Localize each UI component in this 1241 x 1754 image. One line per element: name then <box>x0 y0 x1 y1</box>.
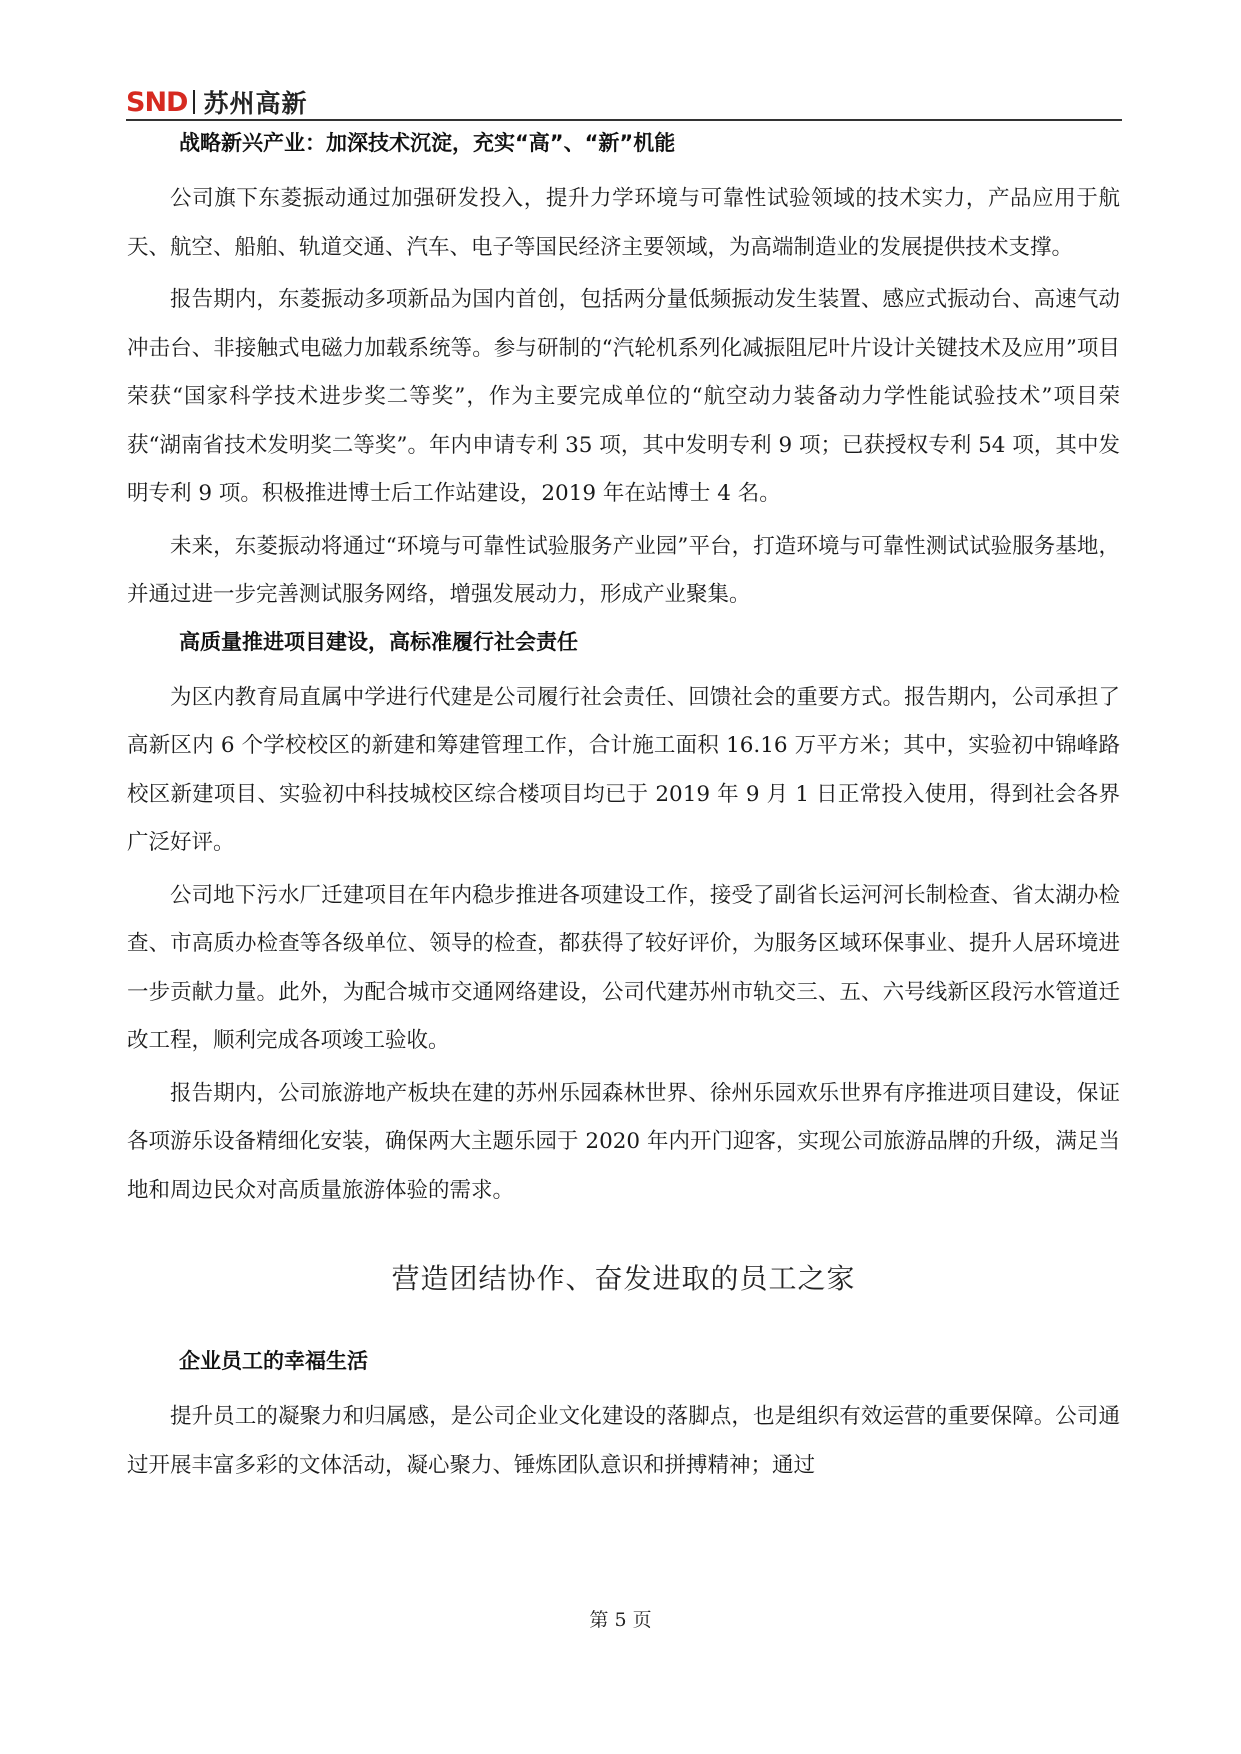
paragraph-projects-3: 报告期内，公司旅游地产板块在建的苏州乐园森林世界、徐州乐园欢乐世界有序推进项目建设，保证各项游乐设备精细化安装，确保两大主题乐园于 2020 年内开门迎客，实现公司旅游品牌的升级，满足当地和周边民众对高质量旅游体验的需求。 <box>127 1080 1120 1203</box>
page-header <box>126 84 1122 122</box>
logo-divider <box>193 90 195 114</box>
paragraph-projects-2: 公司地下污水厂迁建项目在年内稳步推进各项建设工作，接受了副省长运河河长制检查、省太湖办检查、市高质办检查等各级单位、领导的检查，都获得了较好评价，为服务区域环保事业、提升人居环境进一步贡献力量。此外，为配合城市交通网络建设，公司代建苏州市轨交三、五、六号线新区段污水管道迁改工程，顺利完成各项竣工验收。 <box>127 882 1120 1053</box>
document-body <box>127 125 1120 1494</box>
page-number: 第 5 页 <box>589 1609 652 1631</box>
logo-text: 苏州高新 <box>203 89 308 118</box>
heading-employee-wellbeing: 企业员工的幸福生活 <box>179 1349 368 1373</box>
paragraph-projects-1: 为区内教育局直属中学进行代建是公司履行社会责任、回馈社会的重要方式。报告期内，公司承担了高新区内 6 个学校校区的新建和筹建管理工作，合计施工面积 16.16 万平方米；其中，实验初中锦峰路校区新建项目、实验初中科技城校区综合楼项目均已于 2019 年 9 月 1 日正常投入使用，得到社会各界广泛好评。 <box>127 684 1120 855</box>
heading-project-construction: 高质量推进项目建设，高标准履行社会责任 <box>179 629 578 654</box>
paragraph-strategic-2: 报告期内，东菱振动多项新品为国内首创，包括两分量低频振动发生装置、感应式振动台、高速气动冲击台、非接触式电磁力加载系统等。参与研制的“汽轮机系列化减振阻尼叶片设计关键技术及应用”项目荣获“国家科学技术进步奖二等奖”，作为主要完成单位的“航空动力装备动力学性能试验技术”项目荣获“湖南省技术发明奖二等奖”。年内申请专利 35 项，其中发明专利 9 项；已获授权专利 54 项，其中发明专利 9 项。积极推进博士后工作站建设，2019 年在站博士 4 名。 <box>127 287 1120 506</box>
heading-strategic-industry: 战略新兴产业：加深技术沉淀，充实“高”、“新”机能 <box>179 131 676 155</box>
section-title-employee-home: 营造团结协作、奋发进取的员工之家 <box>391 1262 856 1295</box>
company-logo <box>126 86 307 118</box>
header-rule <box>126 119 1122 121</box>
paragraph-strategic-1: 公司旗下东菱振动通过加强研发投入，提升力学环境与可靠性试验领域的技术实力，产品应用于航天、航空、船舶、轨道交通、汽车、电子等国民经济主要领域，为高端制造业的发展提供技术支撑。 <box>127 186 1120 260</box>
logo-mark: SND <box>126 86 188 118</box>
paragraph-wellbeing-1: 提升员工的凝聚力和归属感，是公司企业文化建设的落脚点，也是组织有效运营的重要保障。公司通过开展丰富多彩的文体活动，凝心聚力、锤炼团队意识和拼搏精神；通过 <box>127 1404 1120 1478</box>
paragraph-strategic-3: 未来，东菱振动将通过“环境与可靠性试验服务产业园”平台，打造环境与可靠性测试试验服务基地，并通过进一步完善测试服务网络，增强发展动力，形成产业聚集。 <box>127 533 1120 607</box>
